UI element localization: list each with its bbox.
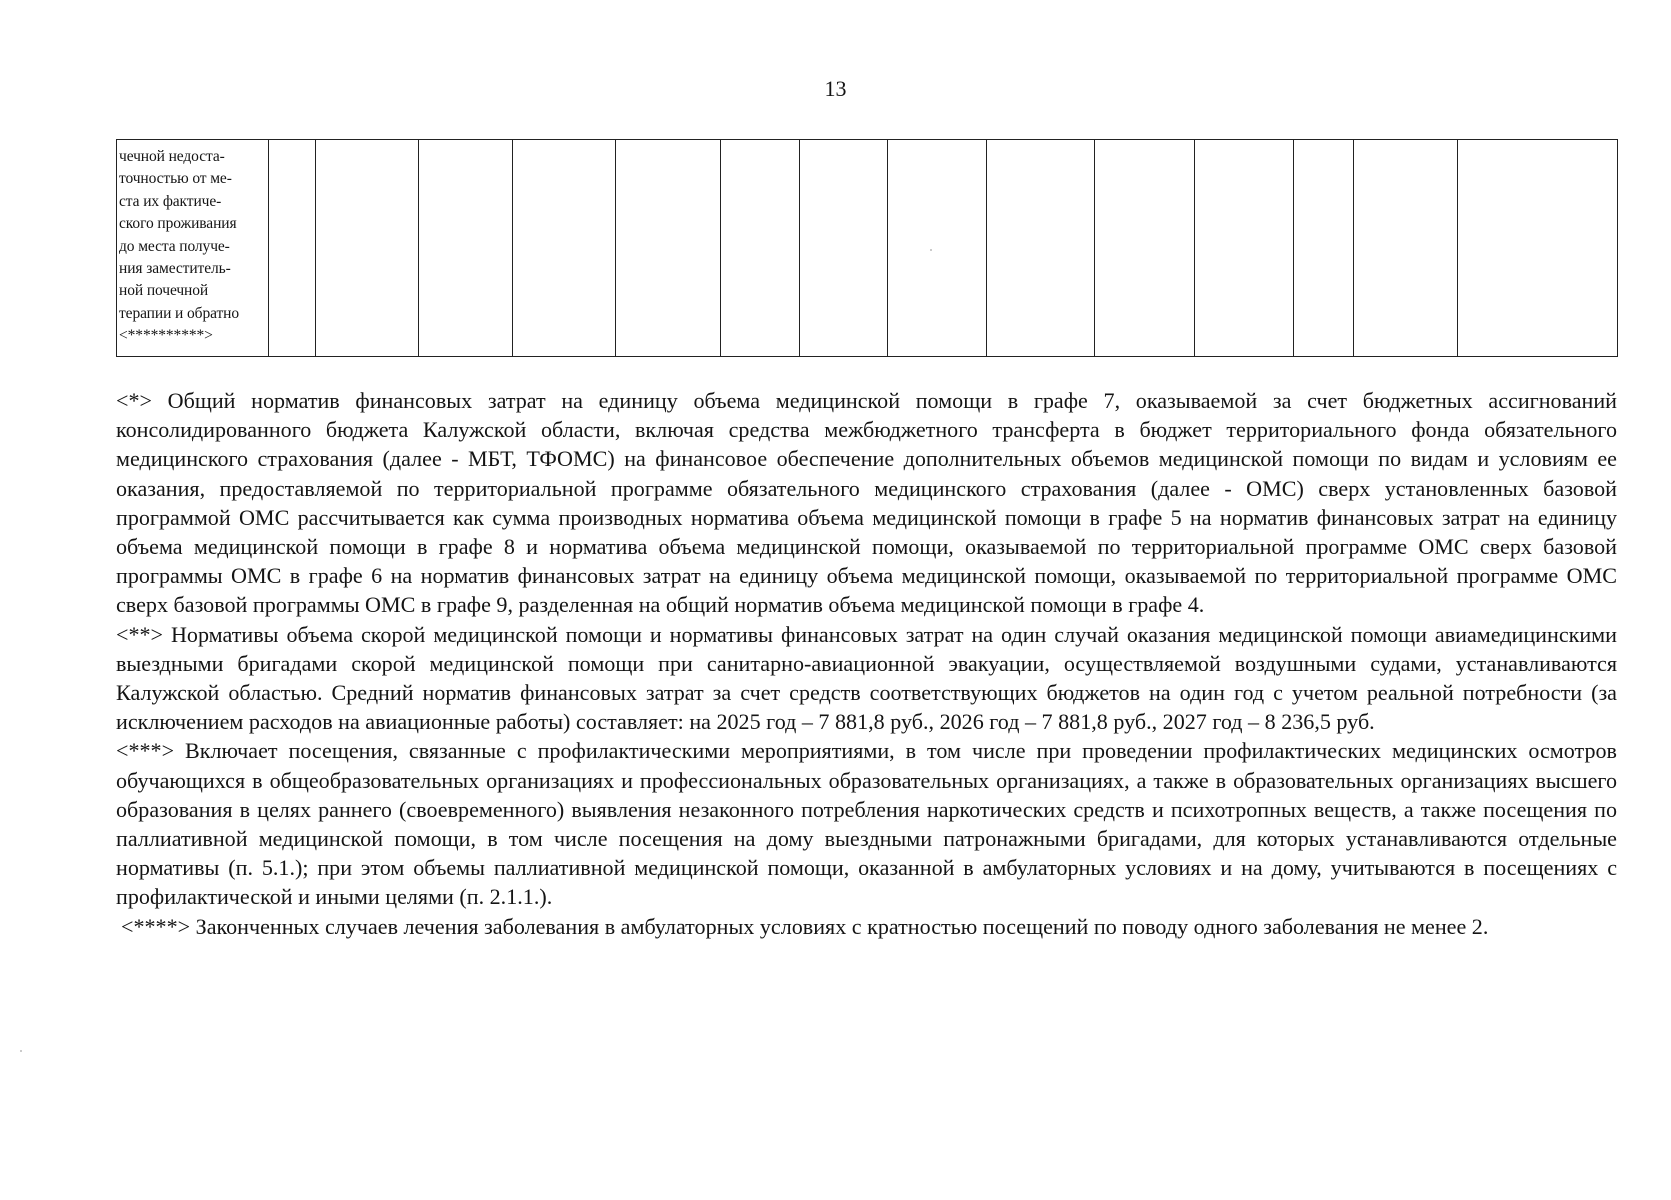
footnote-3: <***> Включает посещения, связанные с профилактическими мероприятиями, в том числе при проведении профилактических медицинских осмотров обучающихся в общеобразовательных организациях и профессиональных образовательных организациях, а также в образовательных организациях высшего образования в целях раннего (своевременного) выявления незаконного потребления наркотических средств и психотропных веществ, а также посещения по паллиативной медицинской помощи, в том числе посещения на дому выездными патронажными бригадами, для которых устанавливаются отдельные нормативы (п. 5.1.); при этом объемы паллиативной медицинской помощи, оказанной в амбулаторных условиях и на дому, учитываются в посещениях с профилактической и иными целями (п. 2.1.1.). <box>116 738 1617 910</box>
table-cell <box>269 140 316 357</box>
page-number: 13 <box>824 76 847 101</box>
table-cell <box>513 140 616 357</box>
table-cell <box>1458 140 1618 357</box>
table-cell <box>987 140 1095 357</box>
table-cell <box>1195 140 1294 357</box>
footnote-2: <**> Нормативы объема скорой медицинской помощи и нормативы финансовых затрат на один случай оказания медицинской помощи авиамедицинскими выездными бригадами скорой медицинской помощи при санитарно-авиационной эвакуации, осуществляемой воздушными судами, устанавливаются Калужской областью. Средний норматив финансовых затрат за счет средств соответствующих бюджетов на один год с учетом реальной потребности (за исключением расходов на авиационные работы) составляет: на 2025 год – 7 881,8 руб., 2026 год – 7 881,8 руб., 2027 год – 8 236,5 руб. <box>116 621 1617 735</box>
table-cell <box>800 140 888 357</box>
table-cell <box>721 140 800 357</box>
table-cell <box>616 140 721 357</box>
scan-speck <box>930 249 932 251</box>
table-cell <box>419 140 513 357</box>
table-cell <box>1354 140 1458 357</box>
table-cell <box>1095 140 1195 357</box>
table-cell-label: чечной недоста- точностью от ме- ста их фактиче- ского проживания до места получе- ния заместитель- ной почечной терапии и обратно <**********> <box>117 140 269 357</box>
data-table-container <box>116 139 1618 357</box>
scan-speck <box>20 1050 22 1052</box>
footnotes <box>116 386 1617 941</box>
table-cell <box>1294 140 1354 357</box>
data-table <box>116 139 1618 357</box>
table-cell <box>888 140 987 357</box>
table-cell <box>316 140 419 357</box>
table-row <box>117 140 1618 357</box>
footnote-4: <****> Законченных случаев лечения заболевания в амбулаторных условиях с кратностью посещений по поводу одного заболевания не менее 2. <box>121 913 1489 939</box>
footnote-1: <*> Общий норматив финансовых затрат на единицу объема медицинской помощи в графе 7, оказываемой за счет бюджетных ассигнований консолидированного бюджета Калужской области, включая средства межбюджетного трансферта в бюджет территориального фонда обязательного медицинского страхования (далее - МБТ, ТФОМС) на финансовое обеспечение дополнительных объемов медицинской помощи по видам и условиям ее оказания, предоставляемой по территориальной программе обязательного медицинского страхования (далее - ОМС) сверх установленных базовой программой ОМС рассчитывается как сумма производных норматива объема медицинской помощи в графе 5 на норматив финансовых затрат на единицу объема медицинской помощи в графе 8 и норматива объема медицинской помощи, оказываемой по территориальной программе ОМС сверх базовой программы ОМС в графе 6 на норматив финансовых затрат на единицу объема медицинской помощи, оказываемой по территориальной программе ОМС сверх базовой программы ОМС в графе 9, разделенная на общий норматив объема медицинской помощи в графе 4. <box>116 388 1617 618</box>
